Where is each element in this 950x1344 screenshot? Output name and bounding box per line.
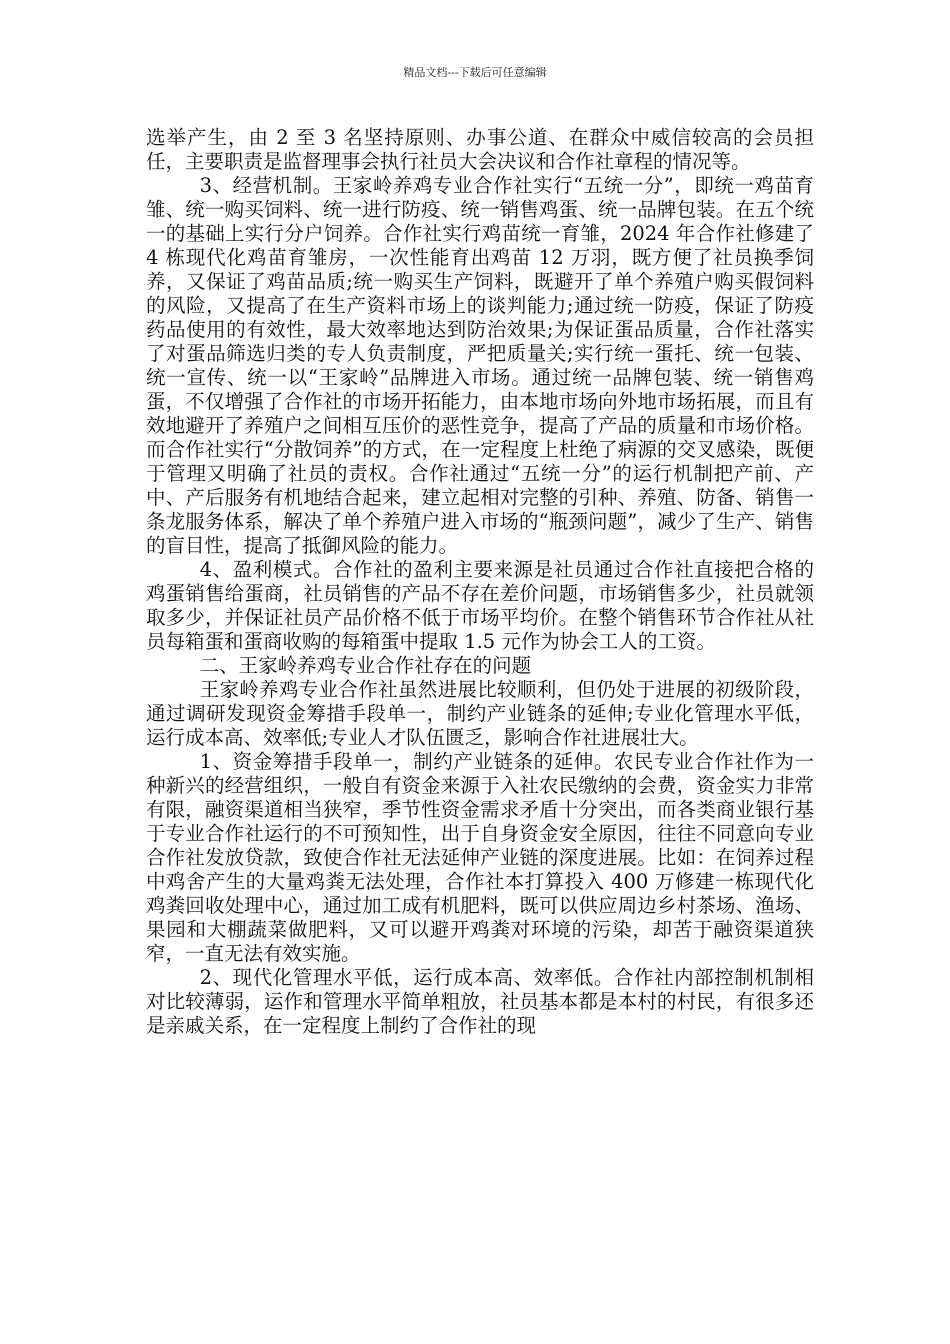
paragraph-problems-intro: 王家岭养鸡专业合作社虽然进展比较顺利，但仍处于进展的初级阶段，通过调研发现资金筹措手段单一，制约产业链条的延伸;专业化管理水平低，运行成本高、效率低;专业人才队伍匮乏，影响合作社进展壮大。 — [146, 678, 814, 749]
paragraph-continuation: 选举产生，由 2 至 3 名坚持原则、办事公道、在群众中威信较高的会员担任，主要职责是监督理事会执行社员大会决议和合作社章程的情况等。 — [146, 126, 814, 173]
section-heading-problems: 二、王家岭养鸡专业合作社存在的问题 — [199, 654, 532, 677]
page-header: 精品文档---下载后可任意编辑 — [403, 66, 547, 79]
paragraph-funding-problem: 1、资金筹措手段单一，制约产业链条的延伸。农民专业合作社作为一种新兴的经营组织，一般自有资金来源于入社农民缴纳的会费，资金实力非常有限，融资渠道相当狭窄，季节性资金需求矛盾十分突出，而各类商业银行基于专业合作社运行的不可预知性，出于自身资金安全原因，往往不同意向专业合作社发放贷款，致使合作社无法延伸产业链的深度进展。比如：在饲养过程中鸡舍产生的大量鸡粪无法处理，合作社本打算投入 400 万修建一栋现代化鸡粪回收处理中心，通过加工成有机肥料，既可以供应周边乡村茶场、渔场、果园和大棚蔬菜做肥料，又可以避开鸡粪对环境的污染，却苦于融资渠道狭窄，一直无法有效实施。 — [146, 750, 814, 965]
paragraph-profit-model: 4、盈利模式。合作社的盈利主要来源是社员通过合作社直接把合格的鸡蛋销售给蛋商，社员销售的产品不存在差价问题，市场销售多少，社员就领取多少，并保证社员产品价格不低于市场平均价。在整个销售环节合作社从社员每箱蛋和蛋商收购的每箱蛋中提取 1.5 元作为协会工人的工资。 — [146, 558, 814, 653]
paragraph-management-problem: 2、现代化管理水平低，运行成本高、效率低。合作社内部控制机制相对比较薄弱，运作和管理水平简单粗放，社员基本都是本村的村民，有很多还是亲戚关系，在一定程度上制约了合作社的现 — [146, 966, 814, 1037]
paragraph-business-mechanism: 3、经营机制。王家岭养鸡专业合作社实行“五统一分”，即统一鸡苗育雏、统一购买饲料、统一进行防疫、统一销售鸡蛋、统一品牌包装。在五个统一的基础上实行分户饲养。合作社实行鸡苗统一育雏，2024 年合作社修建了 4 栋现代化鸡苗育雏房，一次性能育出鸡苗 12 万羽，既方便了社员换季饲养，又保证了鸡苗品质;统一购买生产饲料，既避开了单个养殖户购买假饲料的风险，又提高了在生产资料市场上的谈判能力;通过统一防疫，保证了防疫药品使用的有效性，最大效率地达到防治效果;为保证蛋品质量，合作社落实了对蛋品筛选归类的专人负责制度，严把质量关;实行统一蛋托、统一包装、统一宣传、统一以“王家岭”品牌进入市场。通过统一品牌包装、统一销售鸡蛋，不仅增强了合作社的市场开拓能力，由本地市场向外地市场拓展，而且有效地避开了养殖户之间相互压价的恶性竞争，提高了产品的质量和市场价格。而合作社实行“分散饲养”的方式，在一定程度上杜绝了病源的交叉感染，既便于管理又明确了社员的责权。合作社通过“五统一分”的运行机制把产前、产中、产后服务有机地结合起来，建立起相对完整的引种、养殖、防备、销售一条龙服务体系，解决了单个养殖户进入市场的“瓶颈问题”，减少了生产、销售的盲目性，提高了抵御风险的能力。 — [146, 174, 814, 557]
document-body — [146, 126, 814, 1038]
